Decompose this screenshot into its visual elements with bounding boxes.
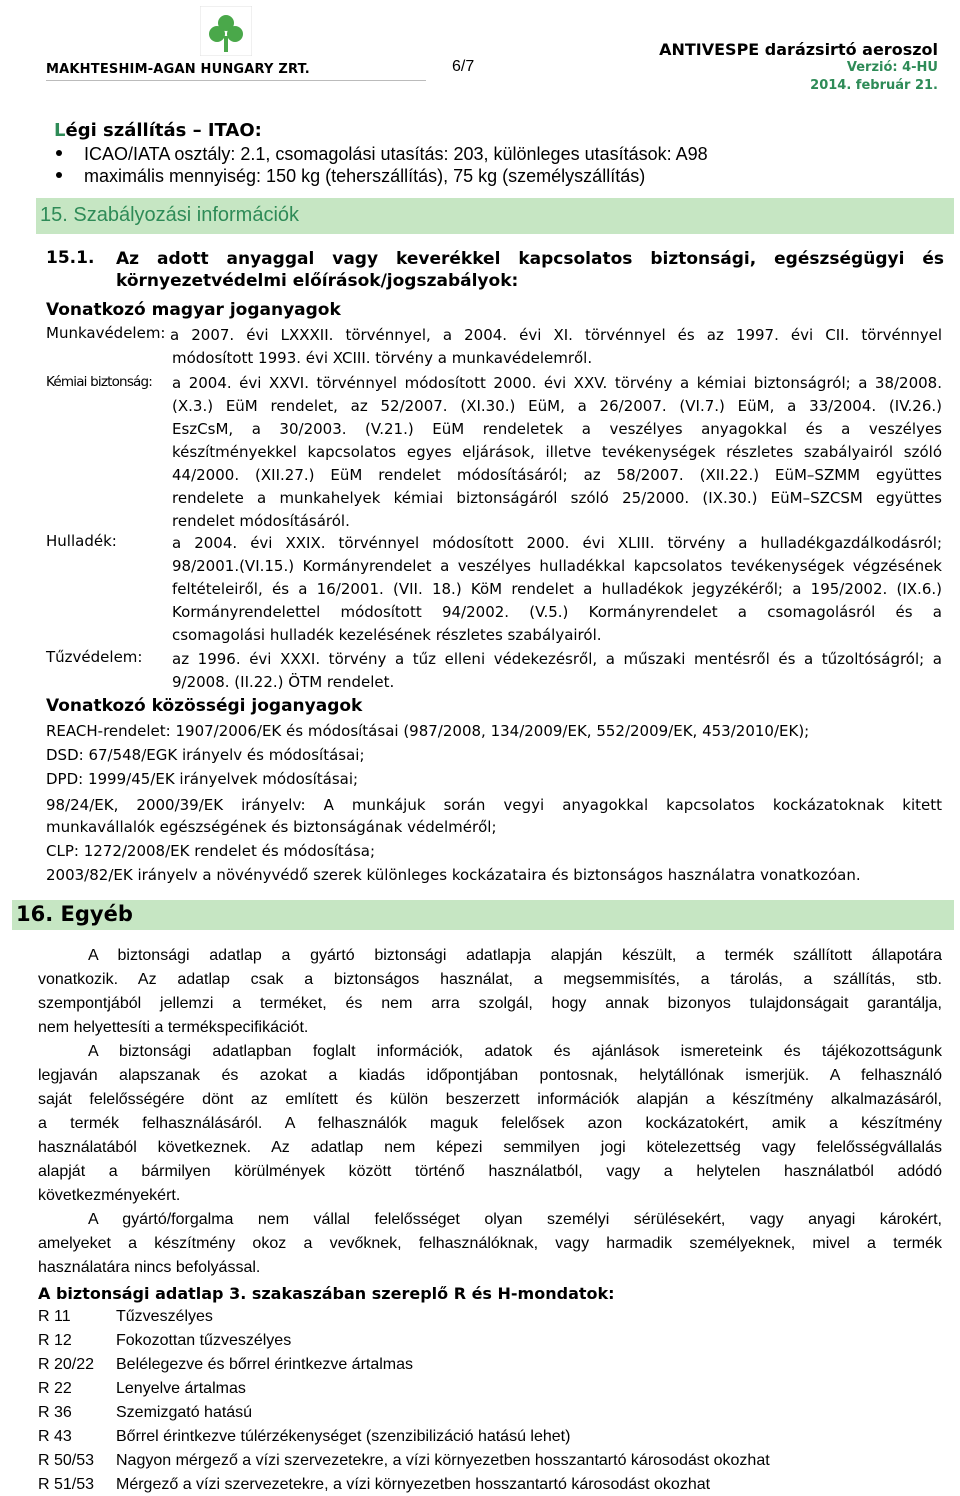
paragraph-line: A biztonsági adatlapban foglalt információk, adatok és ajánlások ismereteink és tájékozottságunk (88, 1043, 942, 1060)
r-code: R 50/53 (38, 1452, 95, 1469)
air-transport-heading (54, 120, 262, 141)
document-title: ANTIVESPE darázsirtó aeroszol (659, 40, 938, 59)
paragraph-line: használatára nincs befolyással. (38, 1259, 261, 1276)
hulladek-text-line: csomagolási hulladék kezelésének részletes szabályairól. (172, 626, 602, 644)
subsection-title-line1: Az adott anyaggal vagy keverékkel kapcsolatos biztonsági, egészségügyi és (116, 249, 944, 269)
list-item (56, 144, 708, 165)
document-date: 2014. február 21. (810, 78, 938, 93)
eu-law-line: DSD: 67/548/EGK irányelv és módosításai; (46, 746, 365, 764)
eu-law-line: DPD: 1999/45/EK irányelvek módosításai; (46, 770, 359, 788)
company-logo (200, 6, 252, 56)
document-version: Verzió: 4-HU (846, 60, 938, 75)
paragraph-line: a termék felhasználásáról. A felhasználók maguk felelősek azon kockázatokért, amik a készítmény (38, 1115, 942, 1132)
hulladek-text-line: 98/2001.(VI.15.) Kormányrendelet a veszélyes hulladékkal kapcsolatos tevékenységek végzésének (172, 557, 942, 575)
paragraph-line: szempontjából jellemzi a terméket, és nem arra szolgál, hogy annak bizonyos tulajdonságait garantálja, (38, 995, 942, 1012)
section-15-title: 15. Szabályozási információk (40, 204, 300, 226)
r-code: R 43 (38, 1428, 72, 1445)
kemiai-text-line: EszCsM, a 30/2003. (V.21.) EüM rendeletek a veszélyes anyagokkal és a veszélyes (172, 420, 942, 438)
tuzvedelem-label: Tűzvédelem: (46, 648, 143, 666)
paragraph-line: A gyártó/forgalma nem vállal felelősséget olyan személyi sérülésekért, vagy anyagi károkért, (88, 1211, 942, 1228)
eu-law-line: 98/24/EK, 2000/39/EK irányelv: A munkájuk során vegyi anyagokkal kapcsolatos kockázatoknak kitett (46, 796, 942, 814)
r-text: Bőrrel érintkezve túlérzékenységet (szenzibilizáció hatású lehet) (116, 1428, 571, 1445)
header-rule (46, 80, 426, 81)
air-transport-heading-initial: L (54, 120, 66, 141)
eu-law-line: CLP: 1272/2008/EK rendelet és módosítása; (46, 842, 376, 860)
munkavedelem-label: Munkavédelem: (46, 324, 166, 342)
hulladek-label: Hulladék: (46, 532, 117, 550)
kemiai-text-line: készítményekkel kapcsolatos egyes eljárások, illetve tevékenységek részletes szabályairól szóló (172, 443, 942, 461)
eu-law-line: REACH-rendelet: 1907/2006/EK és módosításai (987/2008, 134/2009/EK, 552/2009/EK, 453/2010/EK); (46, 722, 810, 740)
subsection-number: 15.1. (46, 248, 95, 268)
kemiai-text-line: 44/2000. (XII.27.) EüM rendelet módosításáról; az 58/2007. (XII.22.) EüM–SZMM együttes (172, 466, 942, 484)
hulladek-text-line: feltételeiről, és a 16/2001. (VII. 18.) KöM rendelet a hulladékok jegyzékéről; a 195/2002. (IX.6.) (172, 580, 942, 598)
hulladek-text-line: a 2004. évi XXIX. törvénnyel módosított 2000. évi XLIII. törvény a hulladékgazdálkodásról; (172, 534, 942, 552)
r-code: R 11 (38, 1308, 71, 1325)
r-phrases-heading: A biztonsági adatlap 3. szakaszában szereplő R és H-mondatok: (38, 1284, 615, 1303)
eu-law-line: munkavállalók egészségének és biztonságának védelméről; (46, 818, 497, 836)
list-item-text: ICAO/IATA osztály: 2.1, csomagolási utasítás: 203, különleges utasítások: A98 (84, 144, 708, 164)
r-text: Belélegezve és bőrrel érintkezve ártalmas (116, 1356, 414, 1373)
kemiai-text-line: a 2004. évi XXVI. törvénnyel módosított 2000. évi XXV. törvény a kémiai biztonságról; a 38/2008. (172, 374, 942, 392)
r-text: Lenyelve ártalmas (116, 1380, 246, 1397)
page-number: 6/7 (452, 58, 475, 75)
hu-law-heading: Vonatkozó magyar joganyagok (46, 300, 341, 320)
company-name: MAKHTESHIM-AGAN HUNGARY ZRT. (46, 62, 310, 77)
bullet-icon (56, 172, 62, 178)
kemiai-text-line: (X.3.) EüM rendelet, az 52/2007. (XI.30.) EüM, a 26/2007. (VI.7.) EüM, a 33/2004. (IV.26.) (172, 397, 942, 415)
paragraph-line: amelyeket a készítmény okoz a vevőknek, felhasználóknak, vagy harmadik személyeknek, mivel a termék (38, 1235, 942, 1252)
r-text: Nagyon mérgező a vízi szervezetekre, a vízi környezetben hosszantartó károsodást okozhat (116, 1452, 770, 1469)
tuzvedelem-text-line: az 1996. évi XXXI. törvény a tűz elleni védekezésről, a műszaki mentésről és a tűzoltóságról; a (172, 650, 942, 668)
paragraph-line: nem helyettesíti a termékspecifikációt. (38, 1019, 309, 1036)
eu-law-heading: Vonatkozó közösségi joganyagok (46, 696, 363, 716)
paragraph-line: vonatkozik. Az adatlap csak a biztonságos használat, a megsemmisítés, a tárolás, a szállítás, stb. (38, 971, 942, 988)
r-code: R 51/53 (38, 1476, 95, 1493)
bullet-icon (56, 150, 62, 156)
munkavedelem-text-line: módosított 1993. évi XCIII. törvény a munkavédelemről. (172, 349, 593, 367)
paragraph-line: használatából következnek. Az adatlap nem képezi semmilyen jogi kötelezettség vagy felelősségvállalás (38, 1139, 942, 1156)
subsection-title-line2: környezetvédelmi előírások/jogszabályok: (116, 271, 519, 291)
paragraph-line: A biztonsági adatlap a gyártó biztonsági adatlapja alapján készült, a termék szállított állapotára (88, 947, 942, 964)
r-code: R 36 (38, 1404, 72, 1421)
paragraph-line: saját felelősségére dönt az említett és külön beszerzett információk alapján a készítmény alkalmazásáról, (38, 1091, 942, 1108)
section-16-title: 16. Egyéb (16, 902, 133, 926)
list-item (56, 166, 645, 187)
list-item-text: maximális mennyiség: 150 kg (teherszállítás), 75 kg (személyszállítás) (84, 166, 646, 186)
r-code: R 20/22 (38, 1356, 95, 1373)
hulladek-text-line: Kormányrendelettel módosított 94/2002. (V.5.) Kormányrendelet a csomagolásról és a (172, 603, 942, 621)
kemiai-text-line: rendelet módosításáról. (172, 512, 350, 530)
air-transport-heading-rest: égi szállítás – ITAO: (65, 120, 262, 141)
kemiai-label: Kémiai biztonság: (46, 374, 153, 390)
section-16-bar (12, 900, 954, 930)
paragraph-line: következményekért. (38, 1187, 181, 1204)
r-text: Mérgező a vízi szervezetekre, a vízi környezetben hosszantartó károsodást okozhat (116, 1476, 711, 1493)
tuzvedelem-text-line: 9/2008. (II.22.) ÖTM rendelet. (172, 673, 395, 691)
munkavedelem-text-line: a 2007. évi LXXXII. törvénnyel, a 2004. évi XI. törvénnyel és az 1997. évi CII. törvénnyel (170, 326, 942, 344)
kemiai-text-line: rendelete a munkahelyek kémiai biztonságáról szóló 25/2000. (IX.30.) EüM–SZCSM együttes (172, 489, 942, 507)
r-text: Szemizgató hatású (116, 1404, 253, 1421)
paragraph-line: legjaván alapszanak és azokat a kiadás időpontjában pontosnak, helytállónak ismerjük. A felhasználó (38, 1067, 942, 1084)
r-text: Fokozottan tűzveszélyes (116, 1332, 292, 1349)
r-code: R 12 (38, 1332, 72, 1349)
r-code: R 22 (38, 1380, 72, 1397)
r-text: Tűzveszélyes (116, 1308, 213, 1325)
eu-law-line: 2003/82/EK irányelv a növényvédő szerek különleges kockázataira és biztonságos használatra vonatkozóan. (46, 866, 861, 884)
paragraph-line: alapját a bármilyen körülmények között történő használatból, vagy a helytelen használatból adódó (38, 1163, 942, 1180)
